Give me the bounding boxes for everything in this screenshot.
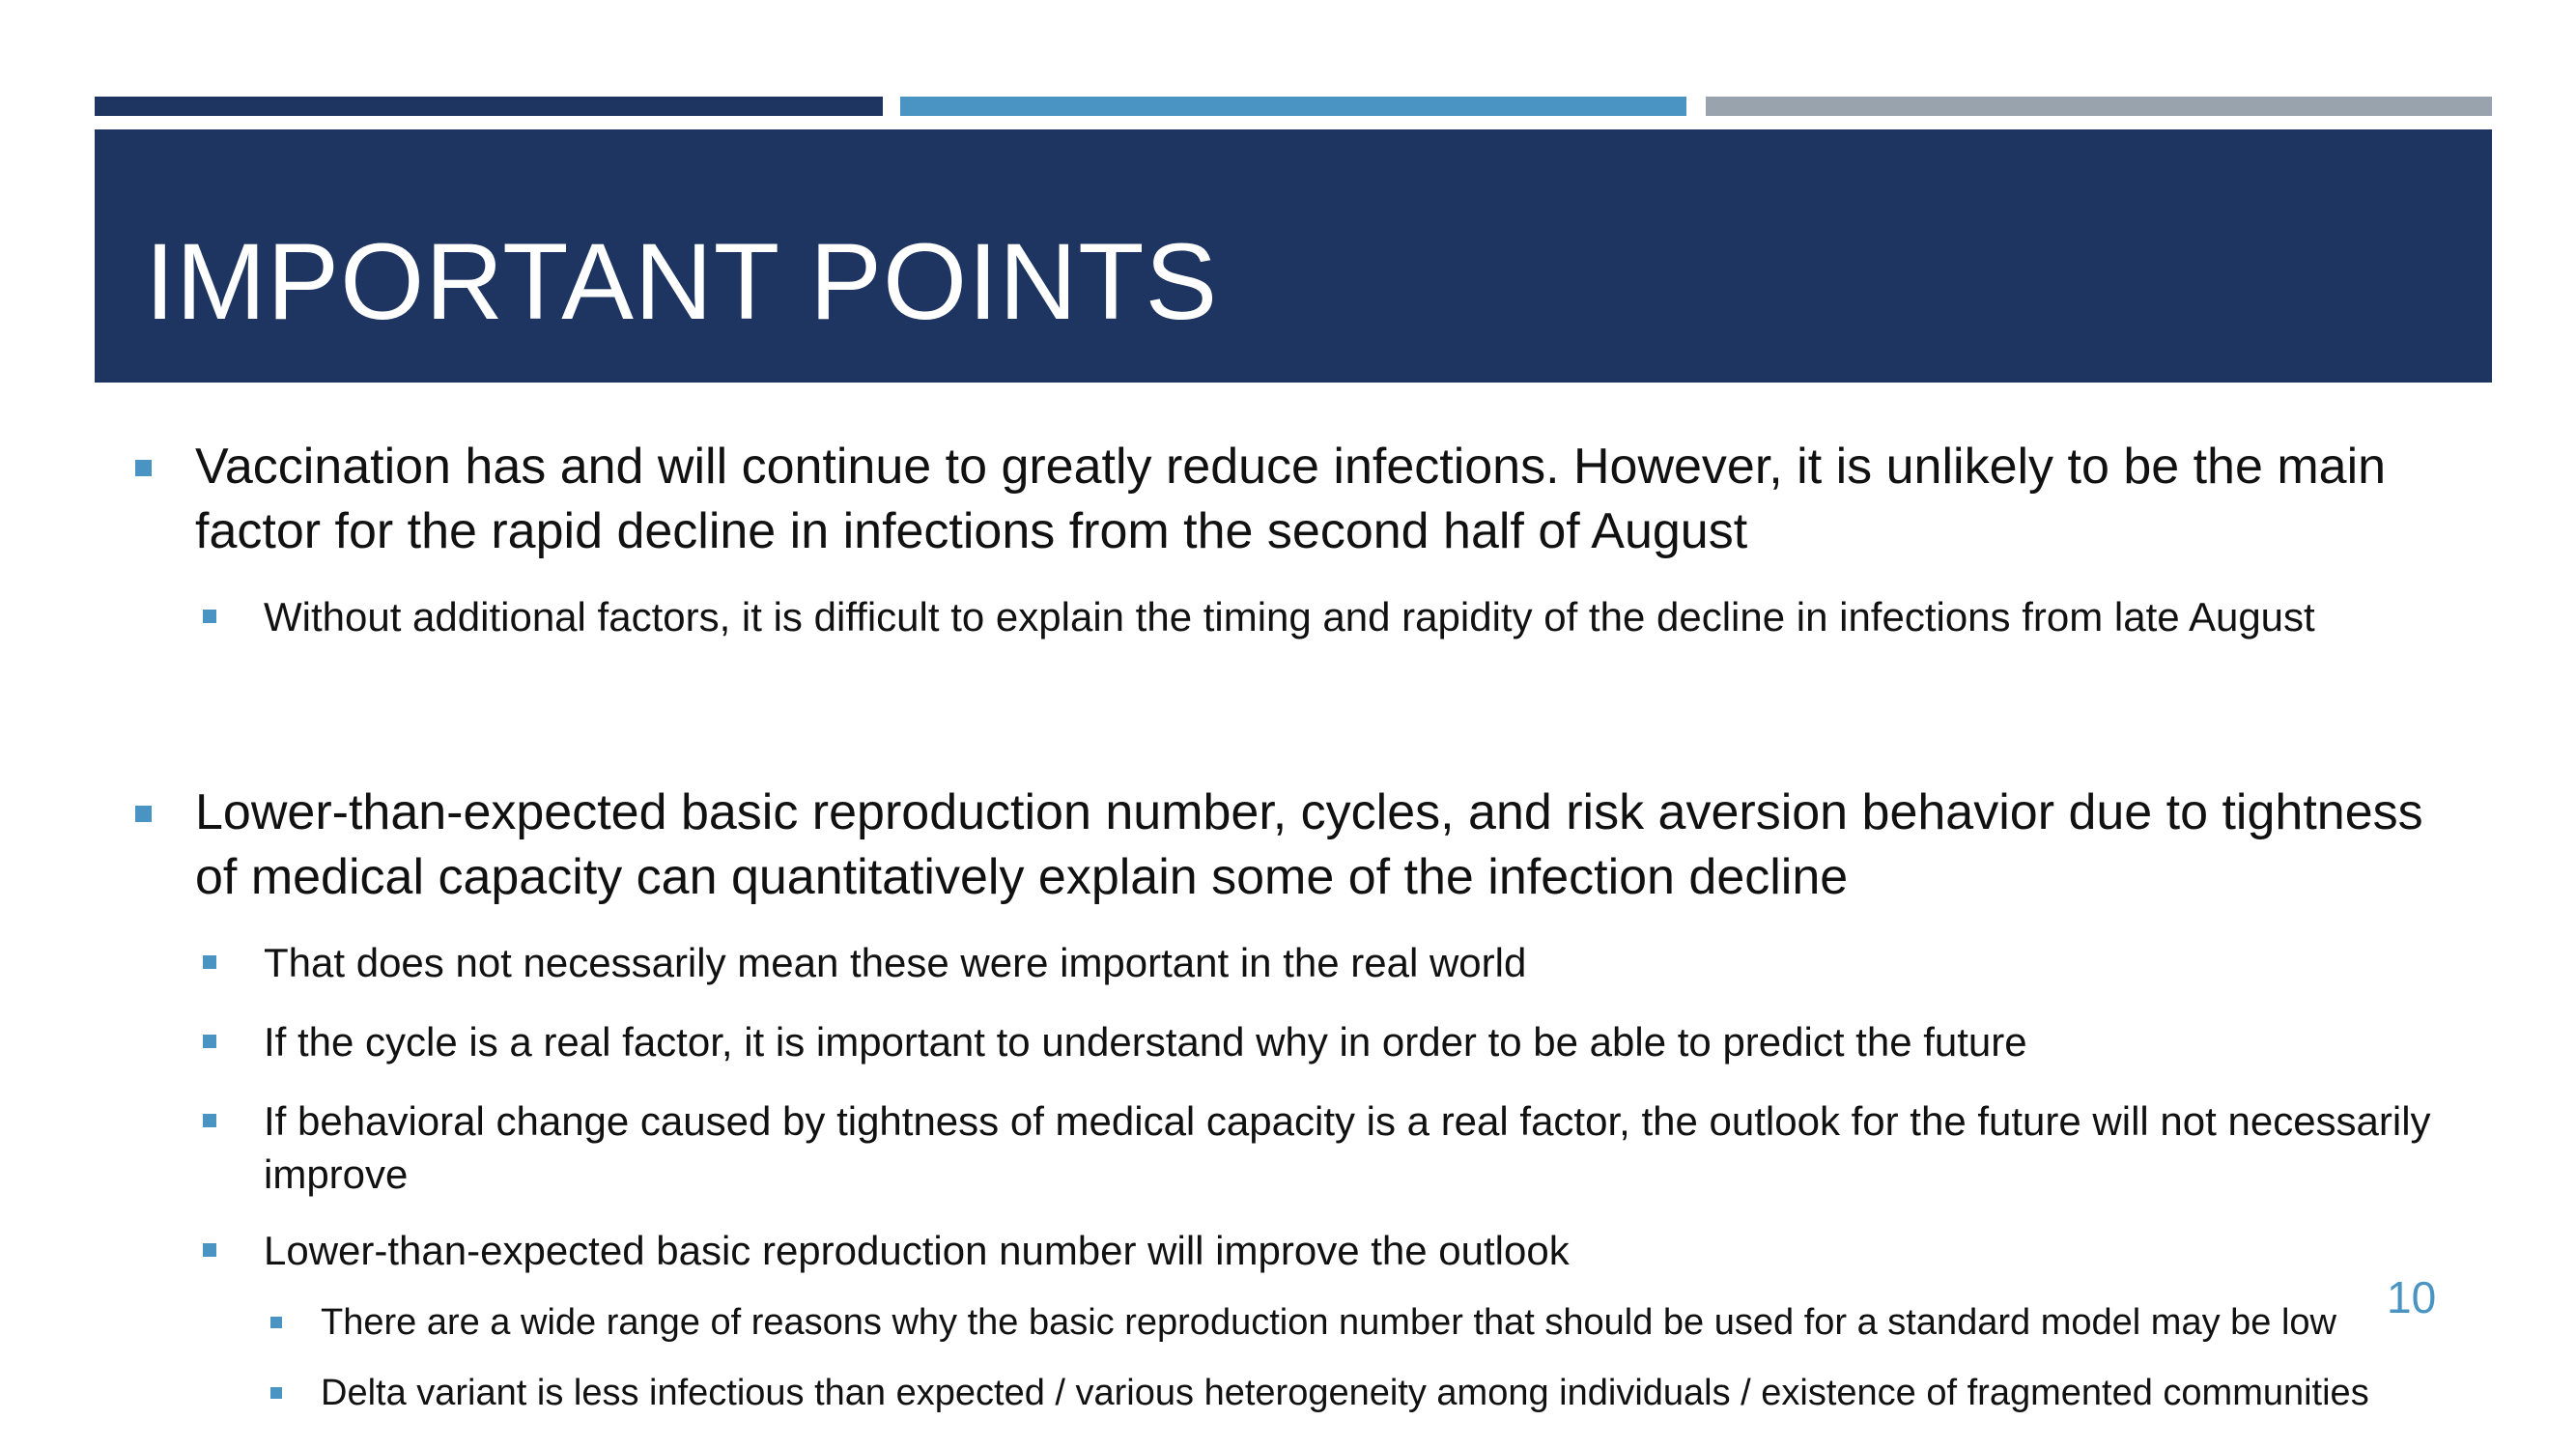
square-bullet-icon — [203, 1243, 216, 1257]
square-bullet-icon — [135, 460, 152, 476]
square-bullet-icon — [135, 806, 152, 822]
sub-bullet-text: Without additional factors, it is difficult to explain the timing and rapidity of the decline in infections from late August — [264, 594, 2315, 639]
sub-bullet-text: If the cycle is a real factor, it is important to understand why in order to be able to predict the future — [264, 1019, 2027, 1065]
square-bullet-icon — [270, 1387, 282, 1399]
sub-bullet-text: If behavioral change caused by tightness of medical capacity is a real factor, the outlook for the future will not necessarily improve — [264, 1098, 2431, 1197]
sub-bullet-text: That does not necessarily mean these were important in the real world — [264, 940, 1527, 985]
square-bullet-icon — [203, 610, 216, 623]
bullet-text: Vaccination has and will continue to greatly reduce infections. However, it is unlikely to be the main factor for the rapid decline in infections from the second half of August — [195, 439, 2387, 559]
sub-bullet-text: Lower-than-expected basic reproduction number will improve the outlook — [264, 1228, 1570, 1273]
sub-sub-bullet-text: Delta variant is less infectious than expected / various heterogeneity among individuals / existence of fragmented communities — [321, 1373, 2369, 1413]
square-bullet-icon — [203, 1114, 216, 1127]
slide-title: IMPORTANT POINTS — [145, 221, 1219, 342]
bullet-text: Lower-than-expected basic reproduction number, cycles, and risk aversion behavior due to tightness of medical capacity can quantitatively explain some of the infection decline — [195, 784, 2423, 905]
square-bullet-icon — [203, 955, 216, 969]
square-bullet-icon — [203, 1035, 216, 1048]
page-number: 10 — [2387, 1272, 2437, 1322]
square-bullet-icon — [270, 1317, 282, 1328]
sub-sub-bullet-text: There are a wide range of reasons why the basic reproduction number that should be used for a standard model may be low — [321, 1302, 2336, 1343]
